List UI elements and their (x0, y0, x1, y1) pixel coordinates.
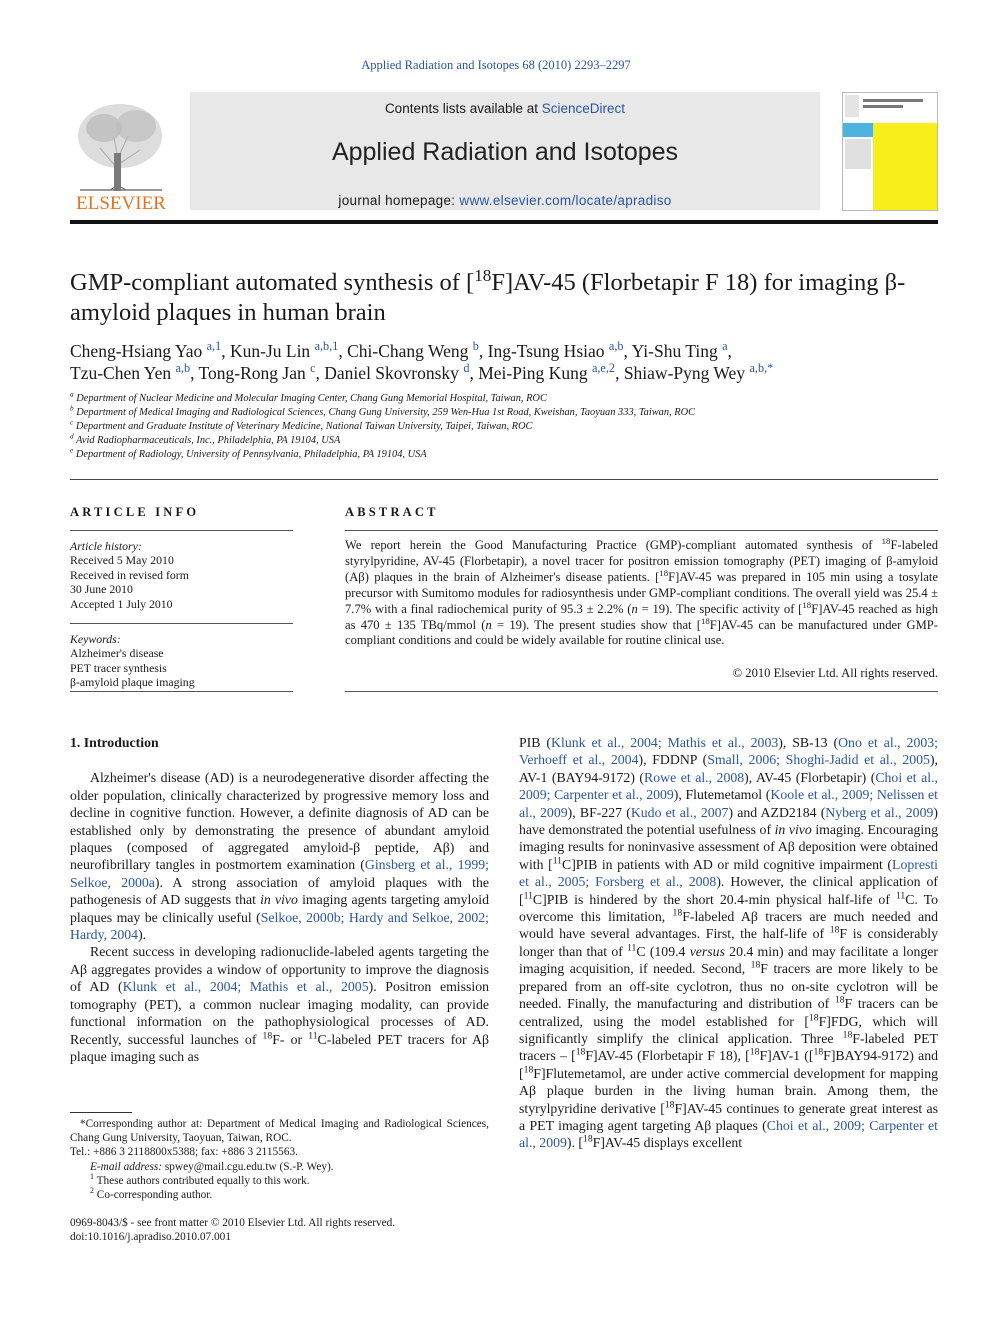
author-separator: , (315, 363, 325, 383)
citation-link[interactable]: Ginsberg et al., 1999; Selkoe, 2000a (70, 857, 489, 890)
affiliation (70, 448, 938, 462)
citation-link[interactable]: Kudo et al., 2007 (630, 804, 729, 820)
footnote-1: $^1$ These authors contributed equally to this work. (90, 1172, 310, 1187)
title-part-1: GMP-compliant automated synthesis of [ (70, 269, 475, 296)
author-separator: , (478, 341, 488, 361)
author-separator: , (615, 363, 624, 383)
author-name[interactable]: Tong-Rong Jan (198, 363, 306, 383)
article-info-heading: ARTICLE INFO (70, 505, 200, 519)
cover-image (843, 93, 937, 210)
affiliation (70, 434, 938, 448)
email-label: E-mail address: (90, 1160, 163, 1173)
citation-link[interactable]: Ono et al., 2003; Verhoeff et al., 2004 (519, 735, 938, 768)
homepage-line (190, 193, 820, 208)
contact-numbers: Tel.: +886 3 2118800x5388; fax: +886 3 2115563. (70, 1146, 298, 1159)
history-item: 30 June 2010 (70, 582, 133, 597)
author[interactable] (488, 341, 624, 361)
author-affiliation-marker[interactable]: a,b,* (749, 361, 774, 376)
abstract-text: We report herein the Good Manufacturing Practice (GMP)-compliant automated synthesis of $^{18}$F-labeled styrylpyridine, AV-45 (Florbetapir), a novel tracer for positron emission tomography (PET) imaging of β-amyloid (Aβ) plaques in the brain of Alzheimer's disease patients. [$^{18}$F]AV-45 was prepared in 105 min using a tosylate precursor with Sumitomo modules for radiosynthesis under GMP-compliant conditions. The overall yield was 25.4 ± 7.7% with a final radiochemical purity of 95.3 ± 2.2% (n = 19). The specific activity of [$^{18}$F]AV-45 reached as high as 470 ± 135 TBq/mmol (n = 19). The present studies show that [$^{18}$F]AV-45 can be manufactured under GMP-compliant conditions and could be widely available for routine clinical use. (345, 535, 938, 648)
affiliation-list (70, 392, 938, 462)
author[interactable] (624, 363, 773, 383)
author-affiliation-marker[interactable]: d (463, 361, 470, 376)
footnote-text: Co-corresponding author. (96, 1189, 213, 1202)
body-paragraph: PIB (Klunk et al., 2004; Mathis et al., 2003), SB-13 (Ono et al., 2003; Verhoeff et al., 2004), FDDNP (Small, 2006; Shoghi-Jadid et al., 2005), AV-1 (BAY94-9172) (Rowe et al., 2008), AV-45 (Florbetapir) (Choi et al., 2009; Carpenter et al., 2009), Flutemetamol (Koole et al., 2009; Nelissen et al., 2009), BF-227 (Kudo et al., 2007) and AZD2184 (Nyberg et al., 2009) have demonstrated the potential usefulness of in vivo imaging. Encouraging imaging results for noninvasive assessment of Aβ deposition were obtained with [$^{11}$C]PIB in patients with AD or mild cognitive impairment (Lopresti et al., 2005; Forsberg et al., 2008). However, the clinical application of [$^{11}$C]PIB is hindered by the short 20.4-min physical half-life of $^{11}$C. To overcome this limitation, $^{18}$F-labeled Aβ tracers are much needed and would have several advantages. First, the half-life of $^{18}$F is considerably longer than that of $^{11}$C (109.4 versus 20.4 min) and may facilitate a longer imaging acquisition, if needed. Second, $^{18}$F tracers are more likely to be prepared from an off-site cyclotron, thus no on-site cyclotron will be needed. Finally, the manufacturing and distribution of $^{18}$F tracers can be centralized, using the model established for [$^{18}$F]FDG, which will significantly simplify the clinical application. Three $^{18}$F-labeled PET tracers – [$^{18}$F]AV-45 (Florbetapir F 18), [$^{18}$F]AV-1 ([$^{18}$F]BAY94-9172) and [$^{18}$F]Flutemetamol, are under active commercial development for mapping Aβ plaque burden in the living human brain. Among them, the styrylpyridine derivative [$^{18}$F]AV-45 continues to generate great interest as a PET imaging agent targeting Aβ plaques (Choi et al., 2009; Carpenter et al., 2009). [$^{18}$F]AV-45 displays excellent (519, 735, 939, 1151)
author-affiliation-marker[interactable]: a (722, 339, 728, 354)
introduction-heading: 1. Introduction (70, 735, 159, 750)
keyword: PET tracer synthesis (70, 660, 167, 675)
affiliation (70, 392, 938, 406)
author-name[interactable]: Cheng-Hsiang Yao (70, 341, 203, 361)
author-list (70, 340, 938, 384)
footnote-2: $^2$ Co-corresponding author. (90, 1186, 213, 1202)
citation-link[interactable]: Selkoe, 2000b; Hardy and Selkoe, 2002; Hardy, 2004 (70, 909, 489, 943)
article-info-rule (70, 691, 293, 692)
author-affiliation-marker[interactable]: a,b,1 (314, 339, 339, 354)
article-history (70, 539, 293, 611)
article-title (70, 265, 930, 328)
author[interactable] (324, 363, 469, 383)
body-paragraph: Alzheimer's disease (AD) is a neurodegenerative disorder affecting the older population, clinically characterized by progressive memory loss and decline in cognitive function. However, a definite diagnosis of AD can be established only by demonstrating the presence of abundant amyloid plaques (composed of aggregated amyloid-β peptide, Aβ) and neurofibrillary tangles in postmortem examination (Ginsberg et al., 1999; Selkoe, 2000a). A strong association of amyloid plaques with the pathogenesis of AD suggests that in vivo imaging agents targeting amyloid plaques may be clinically useful (Selkoe, 2000b; Hardy and Selkoe, 2002; Hardy, 2004). (70, 770, 489, 943)
keywords-label: Keywords: (70, 632, 121, 646)
history-item: Received 5 May 2010 (70, 553, 174, 568)
author-name[interactable]: Chi-Chang Weng (347, 341, 469, 361)
author-affiliation-marker[interactable]: b (472, 339, 479, 354)
author-name[interactable]: Daniel Skovronsky (324, 363, 459, 383)
homepage-link[interactable]: www.elsevier.com/locate/apradiso (459, 193, 672, 208)
affiliation-key: e (70, 446, 74, 455)
author-separator: , (221, 341, 230, 361)
citation-link[interactable]: Nyberg et al., 2009 (825, 804, 934, 820)
author-separator: , (623, 341, 632, 361)
publisher-wordmark: ELSEVIER (76, 193, 166, 212)
footnote-text: These authors contributed equally to this work. (96, 1174, 310, 1187)
author-separator: , (190, 363, 199, 383)
affiliation-key: c (70, 418, 74, 427)
citation-link[interactable]: Choi et al., 2009; Carpenter et al., 2009 (519, 769, 938, 803)
affiliation-text: Department of Medical Imaging and Radiological Sciences, Chang Gung University, 259 Wen-Hua 1st Road, Kweishan, Taoyuan 333, Taiwan, ROC (76, 407, 696, 418)
footnotes (70, 1117, 489, 1202)
affiliation (70, 406, 938, 420)
keyword: β-amyloid plaque imaging (70, 675, 195, 690)
journal-cover-thumbnail[interactable] (842, 92, 938, 211)
author[interactable] (632, 341, 728, 361)
author[interactable] (199, 363, 316, 383)
author-name[interactable]: Shiaw-Pyng Wey (623, 363, 746, 383)
author[interactable] (230, 341, 338, 361)
author-name[interactable]: Ing-Tsung Hsiao (487, 341, 605, 361)
affiliation-key: a (70, 390, 74, 399)
author-separator: , (727, 341, 732, 361)
citation-link[interactable]: Lopresti et al., 2005; Forsberg et al., 2008 (519, 856, 938, 890)
corresponding-author-note: *Corresponding author at: Department of Medical Imaging and Radiological Sciences, Chang Gung University, Taoyuan, Taiwan, ROC. (70, 1118, 489, 1145)
elsevier-logo (70, 98, 172, 212)
journal-reference[interactable]: Applied Radiation and Isotopes 68 (2010) 2293–2297 (361, 58, 631, 72)
affiliation-text: Department of Radiology, University of Pennsylvania, Philadelphia, PA 19104, USA (75, 449, 427, 460)
author-affiliation-marker[interactable]: c (310, 361, 316, 376)
author[interactable] (70, 341, 221, 361)
body-column-left (70, 734, 489, 1065)
author-affiliation-marker[interactable]: a,e,2 (591, 361, 616, 376)
keyword: Alzheimer's disease (70, 646, 164, 661)
citation-link[interactable]: Klunk et al., 2004; Mathis et al., 2003 (551, 735, 779, 750)
sciencedirect-link[interactable]: ScienceDirect (541, 101, 626, 116)
author-name[interactable]: Mei-Ping Kung (478, 363, 588, 383)
citation-link[interactable]: Choi et al., 2009; Carpenter et al., 2009 (519, 1117, 938, 1151)
author[interactable] (70, 363, 190, 383)
journal-name: Applied Radiation and Isotopes (331, 138, 679, 166)
footnote-rule (70, 1112, 132, 1113)
author[interactable] (478, 363, 615, 383)
issn-block (70, 1216, 489, 1244)
email-address[interactable]: spwey@mail.cgu.edu.tw (S.-P. Wey). (164, 1160, 334, 1173)
affiliation-key: b (70, 404, 74, 413)
author[interactable] (347, 341, 479, 361)
abstract-rule (345, 530, 938, 531)
author-separator: , (338, 341, 348, 361)
affiliation-text: Department and Graduate Institute of Veterinary Medicine, National Taiwan University, Taipei, Taiwan, ROC (75, 421, 533, 432)
history-item: Received in revised form (70, 567, 189, 582)
abstract-rule (345, 691, 938, 692)
issn-line: 0969-8043/$ - see front matter © 2010 Elsevier Ltd. All rights reserved. (70, 1217, 396, 1229)
title-superscript: 18 (474, 265, 492, 285)
author-affiliation-marker[interactable]: a,1 (206, 339, 222, 354)
elsevier-tree-icon (70, 98, 172, 212)
citation-link[interactable]: Klunk et al., 2004; Mathis et al., 2005 (122, 979, 369, 995)
section-rule (70, 479, 938, 480)
author-name[interactable]: Yi-Shu Ting (631, 341, 718, 361)
abstract-heading: ABSTRACT (345, 505, 439, 519)
body-paragraph: Recent success in developing radionuclide-labeled agents targeting the Aβ aggregates provides a window of opportunity to improve the diagnosis of AD (Klunk et al., 2004; Mathis et al., 2005). Positron emission tomography (PET), a common nuclear imaging modality, can provide functional information on the pathophysiological processes of AD. Recently, successful launches of $^{18}$F- or $^{11}$C-labeled PET tracers for Aβ plaque imaging such as (70, 944, 489, 1064)
keywords (70, 632, 293, 690)
affiliation-text: Department of Nuclear Medicine and Molecular Imaging Center, Chang Gung Memorial Hospital, Taiwan, ROC (76, 393, 547, 404)
contents-prefix: Contents lists available at (384, 101, 542, 116)
history-item: Accepted 1 July 2010 (70, 596, 173, 611)
author-name[interactable]: Kun-Ju Lin (229, 341, 311, 361)
article-info-rule (70, 530, 293, 531)
citation-link[interactable]: Koole et al., 2009; Nelissen et al., 2009 (519, 787, 938, 820)
contents-line (190, 101, 820, 116)
homepage-prefix: journal homepage: (338, 193, 460, 208)
affiliation (70, 420, 938, 434)
title-part-2: F]AV-45 (Florbetapir F 18) for imaging β-amyloid plaques in human brain (70, 269, 906, 326)
body-column-right (519, 734, 938, 1152)
history-label: Article history: (70, 539, 142, 553)
author-separator: , (469, 363, 479, 383)
doi-line[interactable]: doi:10.1016/j.apradiso.2010.07.001 (70, 1231, 231, 1244)
email-note (70, 1160, 489, 1174)
author-name[interactable]: Tzu-Chen Yen (70, 363, 172, 383)
header-rule (70, 220, 938, 224)
citation-link[interactable]: Rowe et al., 2008 (644, 769, 745, 785)
author-affiliation-marker[interactable]: a,b (175, 361, 191, 376)
affiliation-key: d (70, 432, 74, 441)
affiliation-text: Avid Radiopharmaceuticals, Inc., Philadelphia, PA 19104, USA (76, 435, 341, 446)
author-affiliation-marker[interactable]: a,b (608, 339, 624, 354)
citation-link[interactable]: Small, 2006; Shoghi-Jadid et al., 2005 (707, 752, 930, 768)
article-info-rule (70, 623, 293, 624)
abstract-copyright: © 2010 Elsevier Ltd. All rights reserved. (732, 666, 938, 680)
